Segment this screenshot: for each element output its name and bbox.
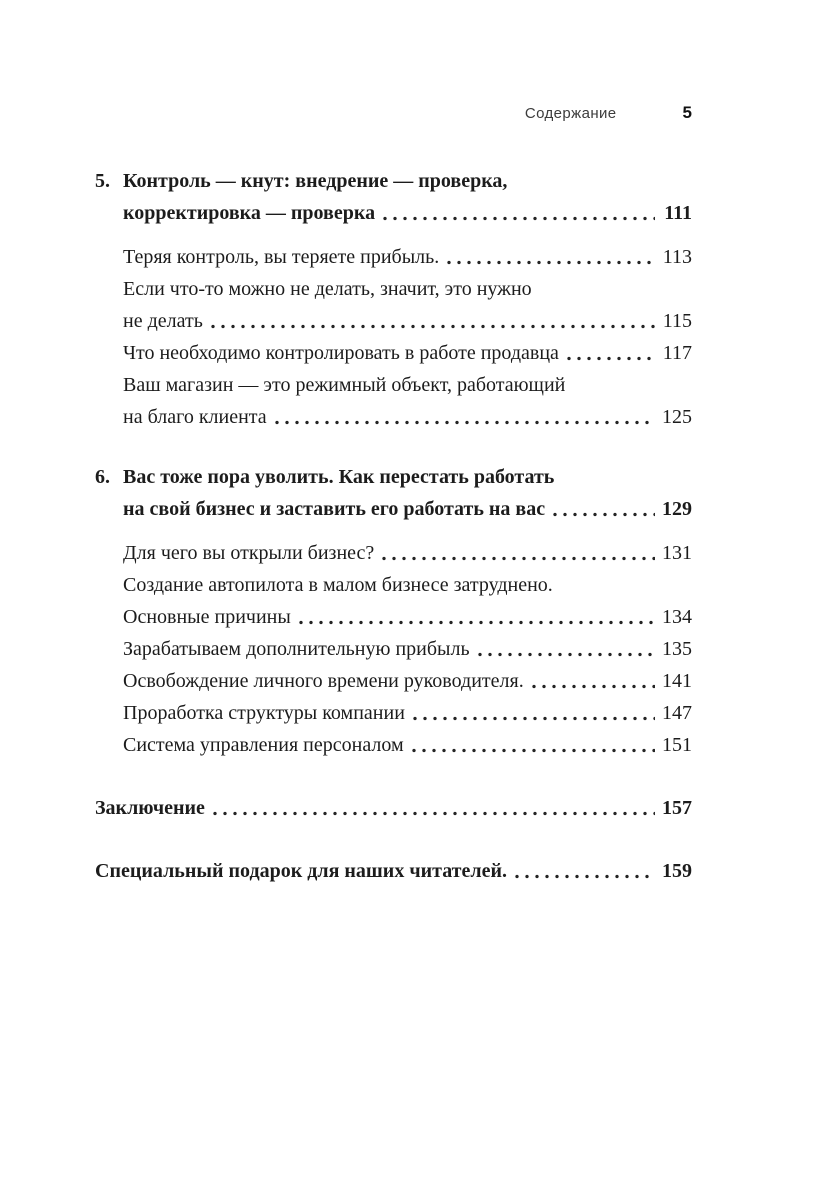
dot-leader — [379, 537, 655, 569]
entry-last-line — [123, 665, 692, 697]
dot-leader — [272, 401, 655, 433]
entry-body — [95, 792, 692, 824]
entry-title-line: Зарабатываем дополнительную прибыль — [123, 638, 470, 660]
entry-page-number: 151 — [662, 734, 692, 756]
toc-entry-chapter — [95, 461, 692, 525]
chapter-number: 6. — [95, 466, 110, 488]
toc-entry-section — [95, 369, 692, 433]
entry-body — [123, 537, 692, 569]
header-title: Содержание — [524, 105, 617, 122]
dot-leader — [475, 633, 655, 665]
dot-leader — [550, 493, 655, 525]
entry-page-number: 134 — [662, 606, 692, 628]
entry-title-line: Заключение — [95, 797, 205, 819]
entry-title-line: Система управления персоналом — [123, 734, 404, 756]
entry-last-line — [123, 337, 692, 369]
toc-entry-section — [95, 569, 692, 633]
entry-body — [123, 729, 692, 761]
running-header — [95, 103, 692, 123]
entry-title-line: корректировка — проверка — [123, 202, 376, 224]
entry-title-line: Освобождение личного времени руководителя. — [123, 670, 524, 692]
entry-last-line — [123, 729, 692, 761]
entry-title-line: Проработка структуры компании — [123, 702, 405, 724]
toc-entry-section — [95, 697, 692, 729]
toc-entry-section — [95, 273, 692, 337]
entry-title-line: на свой бизнес и заставить его работать на вас — [123, 498, 546, 520]
entry-last-line — [123, 197, 692, 229]
entry-page-number: 159 — [662, 860, 692, 882]
toc-entry-section — [95, 729, 692, 761]
entry-title-line: Теряя контроль, вы теряете прибыль. — [123, 246, 440, 268]
entry-body — [123, 165, 692, 229]
header-page-number: 5 — [682, 103, 692, 122]
entry-title-line: Для чего вы открыли бизнес? — [123, 542, 375, 564]
toc-entry-standalone — [95, 855, 692, 887]
entry-last-line — [123, 633, 692, 665]
entry-body — [123, 461, 692, 525]
toc-entry-standalone — [95, 792, 692, 824]
entry-title-line: не делать — [123, 310, 203, 332]
toc-entry-section — [95, 241, 692, 273]
entry-page-number: 115 — [662, 310, 692, 332]
entry-last-line — [95, 855, 692, 887]
entry-body — [123, 273, 692, 337]
dot-leader — [296, 601, 655, 633]
entry-title-line: Ваш магазин — это режимный объект, работающий — [123, 374, 566, 396]
entry-body — [123, 633, 692, 665]
entry-page-number: 129 — [662, 498, 692, 520]
entry-last-line — [123, 697, 692, 729]
entry-last-line — [95, 792, 692, 824]
entry-title-line: Специальный подарок для наших читателей. — [95, 860, 508, 882]
dot-leader — [409, 729, 655, 761]
chapter-number: 5. — [95, 170, 110, 192]
dot-leader — [380, 197, 655, 229]
entry-page-number: 111 — [664, 202, 692, 224]
toc-entry-section — [95, 337, 692, 369]
toc-entry-section — [95, 665, 692, 697]
toc-entry-section — [95, 537, 692, 569]
entry-title-line: Основные причины — [123, 606, 291, 628]
page-content — [95, 103, 692, 887]
entry-body — [123, 665, 692, 697]
entry-title-line: Контроль — кнут: внедрение — проверка, — [123, 170, 508, 192]
entry-body — [123, 369, 692, 433]
entry-title-line: Если что-то можно не делать, значит, это нужно — [123, 278, 532, 300]
entry-body — [123, 241, 692, 273]
entry-page-number: 113 — [662, 246, 692, 268]
entry-last-line — [123, 305, 692, 337]
toc-entry-chapter — [95, 165, 692, 229]
entry-last-line — [123, 601, 692, 633]
entry-title-line: на благо клиента — [123, 406, 267, 428]
entry-last-line — [123, 241, 692, 273]
entry-page-number: 131 — [662, 542, 692, 564]
entry-body — [95, 855, 692, 887]
dot-leader — [512, 855, 655, 887]
entry-last-line — [123, 537, 692, 569]
dot-leader — [529, 665, 655, 697]
entry-body — [123, 697, 692, 729]
entry-title-line: Вас тоже пора уволить. Как перестать работать — [123, 466, 555, 488]
dot-leader — [410, 697, 655, 729]
entry-last-line — [123, 401, 692, 433]
dot-leader — [210, 792, 655, 824]
entry-title-line: Что необходимо контролировать в работе продавца — [123, 342, 559, 364]
entry-body — [123, 569, 692, 633]
entry-page-number: 141 — [662, 670, 692, 692]
entry-page-number: 157 — [662, 797, 692, 819]
dot-leader — [444, 241, 655, 273]
entry-body — [123, 337, 692, 369]
entry-page-number: 125 — [662, 406, 692, 428]
entry-page-number: 117 — [662, 342, 692, 364]
entry-title-line: Создание автопилота в малом бизнесе затруднено. — [123, 574, 553, 596]
dot-leader — [208, 305, 655, 337]
toc-entry-section — [95, 633, 692, 665]
entry-last-line — [123, 493, 692, 525]
entry-page-number: 135 — [662, 638, 692, 660]
toc-list — [95, 165, 692, 887]
dot-leader — [564, 337, 655, 369]
entry-page-number: 147 — [662, 702, 692, 724]
